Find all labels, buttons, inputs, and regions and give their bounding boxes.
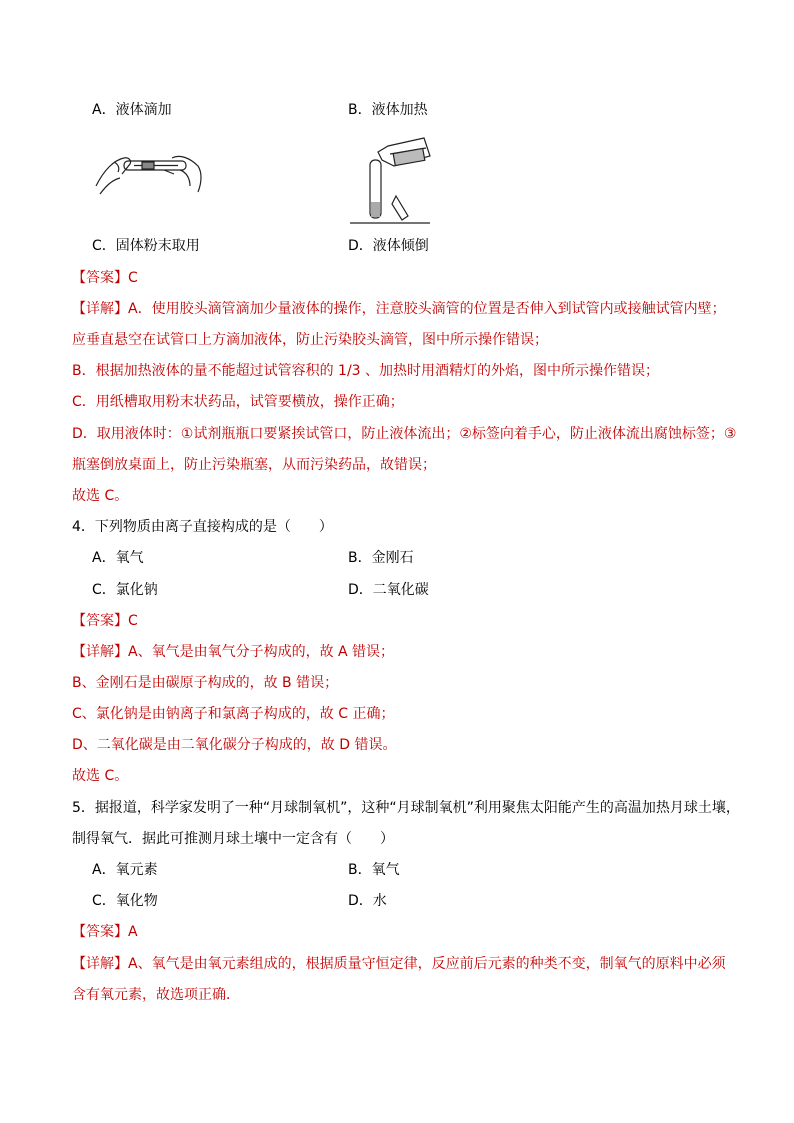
detail-label: 【详解】 — [72, 301, 128, 317]
q4-conclusion: 故选 C。 — [72, 768, 129, 784]
detail-label: 【详解】 — [72, 956, 128, 972]
q4-stem: 4．下列物质由离子直接构成的是（ ） — [72, 519, 333, 535]
q4-detail-line-3: C、氯化钠是由钠离子和氯离子构成的，故 C 正确； — [72, 706, 395, 722]
q3-option-a: A．液体滴加 — [92, 102, 172, 118]
detail-label: 【详解】 — [72, 644, 128, 660]
q4-detail-line-4: D、二氧化碳是由二氧化碳分子构成的，故 D 错误。 — [72, 737, 397, 753]
answer-label: 【答案】 — [72, 270, 128, 286]
q5-option-a: A．氧元素 — [92, 862, 158, 878]
q3-detail-line-1: 【详解】A．使用胶头滴管滴加少量液体的操作，注意胶头滴管的位置是否伸入到试管内或接触试管内壁； — [72, 301, 726, 317]
q3-detail-line-3: B．根据加热液体的量不能超过试管容积的 1/3 、加热时用酒精灯的外焰，图中所示操作错误； — [72, 363, 660, 379]
q4-detail-line-1: 【详解】A、氧气是由氧气分子构成的，故 A 错误； — [72, 644, 395, 660]
q4-answer — [72, 611, 138, 631]
q3-detail-line-4: C．用纸槽取用粉末状药品，试管要横放，操作正确； — [72, 394, 404, 410]
q5-answer — [72, 922, 138, 942]
answer-label: 【答案】 — [72, 924, 128, 940]
q3-detail-line-6: 瓶塞倒放桌面上，防止污染瓶塞，从而污染药品，故错误； — [72, 457, 436, 473]
q3-option-c: C．固体粉末取用 — [92, 238, 200, 254]
q5-option-c: C．氧化物 — [92, 893, 158, 909]
liquid-pouring-figure — [350, 126, 432, 224]
q5-option-d: D．水 — [348, 893, 387, 909]
answer-value: A — [128, 924, 138, 940]
q5-stem-line-2: 制得氧气．据此可推测月球土壤中一定含有（ ） — [72, 831, 394, 847]
answer-value: C — [128, 613, 138, 629]
answer-label: 【答案】 — [72, 613, 128, 629]
q4-option-b: B．金刚石 — [348, 550, 414, 566]
q3-detail-line-2: 应垂直悬空在试管口上方滴加液体，防止污染胶头滴管，图中所示操作错误； — [72, 332, 548, 348]
q4-option-d: D．二氧化碳 — [348, 582, 429, 598]
q3-conclusion: 故选 C。 — [72, 488, 129, 504]
q3-option-b: B．液体加热 — [348, 102, 428, 118]
q5-detail-line-1: 【详解】A、氧气是由氧元素组成的，根据质量守恒定律，反应前后元素的种类不变，制氧气的原料中必须 — [72, 956, 726, 972]
q5-option-b: B．氧气 — [348, 862, 400, 878]
q4-option-a: A．氧气 — [92, 550, 144, 566]
q5-stem-line-1: 5．据报道，科学家发明了一种“月球制氧机”，这种“月球制氧机”利用聚焦太阳能产生的高温加热月球土壤， — [72, 800, 740, 816]
q3-option-d: D．液体倾倒 — [348, 238, 429, 254]
powder-transfer-figure — [94, 150, 206, 198]
q4-detail-line-2: B、金刚石是由碳原子构成的，故 B 错误； — [72, 675, 339, 691]
answer-value: C — [128, 270, 138, 286]
q4-option-c: C．氯化钠 — [92, 582, 158, 598]
q5-detail-line-2: 含有氧元素，故选项正确． — [72, 987, 240, 1003]
q3-answer — [72, 268, 138, 288]
q3-detail-line-5: D．取用液体时：①试剂瓶瓶口要紧挨试管口，防止液体流出；②标签向着手心，防止液体流出腐蚀标签；③ — [72, 426, 737, 442]
